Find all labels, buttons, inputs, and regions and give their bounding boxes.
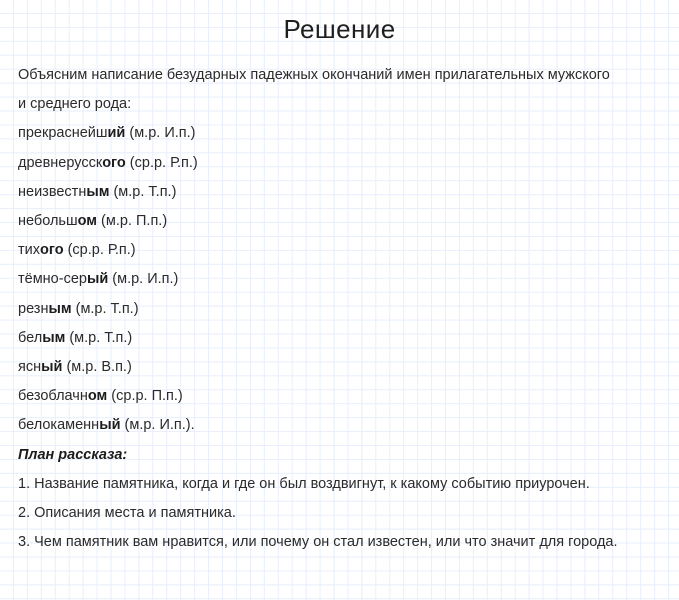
- list-item: [18, 207, 665, 236]
- plan-list-item: 1. Название памятника, когда и где он был воздвигнут, к какому событию приурочен.: [18, 475, 590, 492]
- list-item: [18, 119, 665, 148]
- list-item: [18, 178, 665, 207]
- word-stem: тих: [18, 242, 40, 259]
- plan-list-item: 2. Описания места и памятника.: [18, 505, 236, 522]
- list-item: [18, 265, 665, 294]
- word-grammar: (м.р. И.п.): [112, 271, 179, 288]
- word-ending: ым: [42, 329, 66, 346]
- word-ending: ом: [87, 388, 108, 405]
- list-item: [18, 149, 665, 178]
- word-grammar: (м.р. П.п.): [101, 213, 168, 230]
- word-stem: тёмно-сер: [18, 271, 87, 288]
- word-stem: ясн: [18, 359, 42, 376]
- word-grammar: (ср.р. Р.п.): [67, 242, 136, 259]
- word-grammar: (м.р. Т.п.): [75, 300, 139, 317]
- list-item: [18, 411, 665, 440]
- plan-list: [18, 470, 665, 558]
- word-grammar: (м.р. Т.п.): [69, 329, 133, 346]
- word-ending: ый: [86, 271, 109, 288]
- word-ending: ого: [102, 154, 126, 171]
- plan-heading: План рассказа:: [18, 446, 128, 463]
- word-stem: безоблачн: [18, 388, 88, 405]
- word-stem: бел: [18, 329, 43, 346]
- word-ending: ый: [41, 359, 63, 376]
- word-stem: небольш: [18, 213, 78, 230]
- word-ending: ым: [86, 183, 110, 200]
- word-stem: прекраснейш: [18, 125, 108, 142]
- word-grammar: (м.р. И.п.): [129, 125, 196, 142]
- page-title: Решение: [283, 14, 396, 44]
- list-item: [18, 324, 665, 353]
- list-item: [18, 236, 665, 265]
- adjective-list: [18, 119, 665, 440]
- word-grammar: (ср.р. П.п.): [111, 388, 183, 405]
- word-stem: белокаменн: [18, 417, 100, 434]
- word-ending: ого: [40, 242, 64, 259]
- word-ending: ий: [107, 125, 126, 142]
- word-ending: ый: [99, 417, 121, 434]
- word-stem: неизвестн: [18, 183, 87, 200]
- list-item: [18, 353, 665, 382]
- word-ending: ым: [48, 300, 72, 317]
- word-stem: древнерусск: [18, 154, 103, 171]
- list-item: [18, 295, 665, 324]
- plan-list-item: 3. Чем памятник вам нравится, или почему он стал известен, или что значит для города.: [18, 534, 618, 551]
- word-grammar: (ср.р. Р.п.): [129, 154, 198, 171]
- word-grammar: (м.р. В.п.): [66, 359, 132, 376]
- word-stem: резн: [18, 300, 49, 317]
- solution-body: [0, 44, 679, 557]
- intro-paragraph: Объясним написание безударных падежных окончаний имен прилагательных мужского и среднего рода:: [18, 67, 610, 113]
- word-ending: ом: [77, 213, 98, 230]
- list-item: [18, 382, 665, 411]
- word-grammar: (м.р. И.п.).: [124, 417, 195, 434]
- word-grammar: (м.р. Т.п.): [113, 183, 177, 200]
